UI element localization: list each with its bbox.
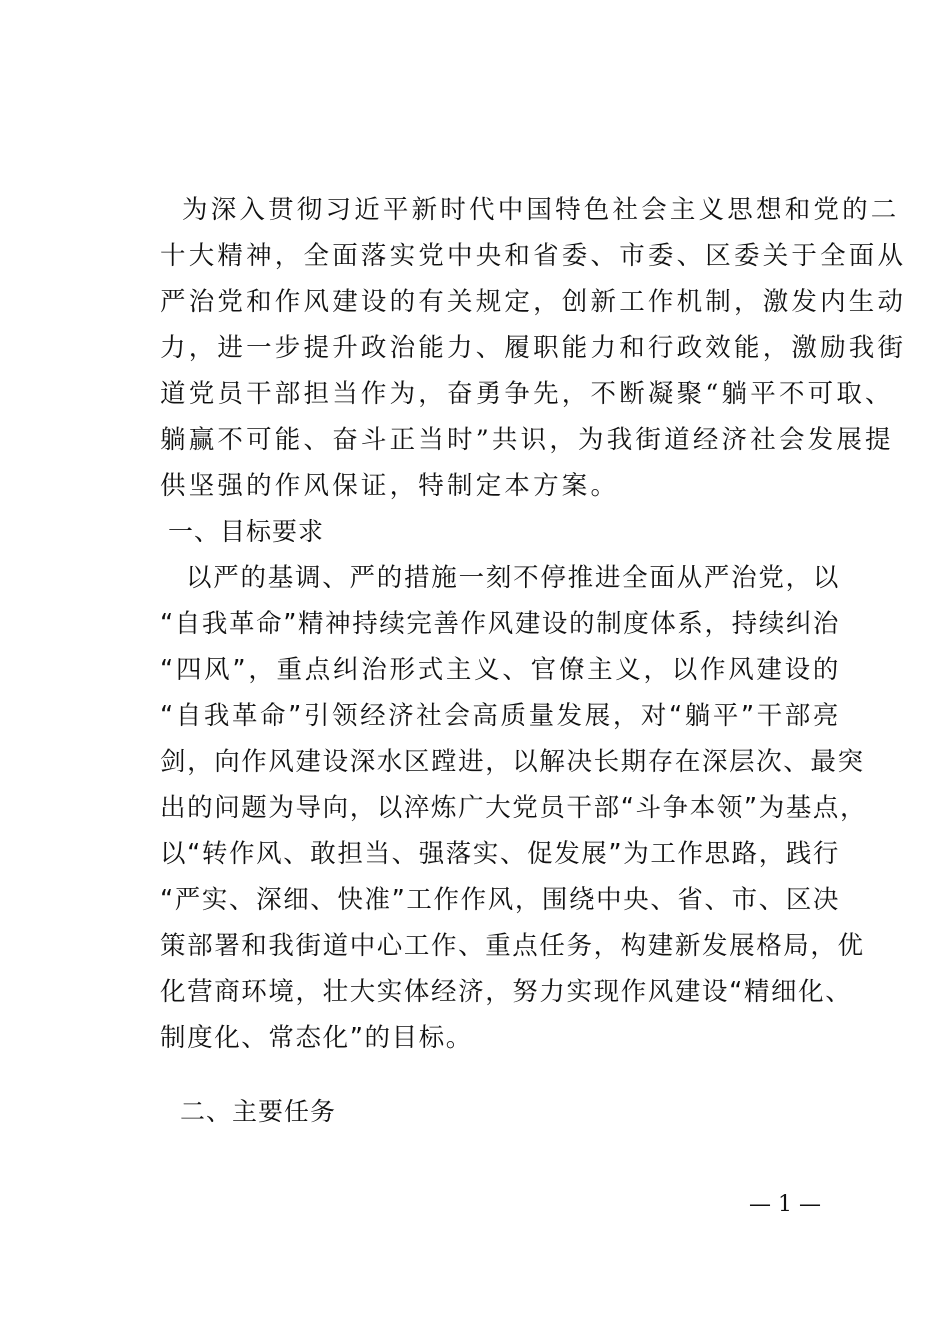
goals-line-1: 以严的基调、严的措施一刻不停推进全面从严治党，以 bbox=[186, 563, 840, 593]
section-heading-tasks: 二、主要任务 bbox=[180, 1097, 337, 1126]
goals-line-4: “自我革命”引领经济社会高质量发展，对“躺平”干部亮 bbox=[160, 701, 840, 731]
intro-line-3: 严治党和作风建设的有关规定，创新工作机制，激发内生动 bbox=[160, 287, 907, 317]
goals-line-6: 出的问题为导向，以淬炼广大党员干部“斗争本领”为基点， bbox=[160, 793, 868, 823]
page-number: — 1 — bbox=[749, 1192, 821, 1217]
intro-line-6: 躺赢不可能、奋斗正当时”共识，为我街道经济社会发展提 bbox=[160, 425, 894, 455]
goals-line-5: 剑，向作风建设深水区蹚进，以解决长期存在深层次、最突 bbox=[160, 747, 865, 777]
goals-line-11: 制度化、常态化”的目标。 bbox=[160, 1023, 473, 1053]
goals-line-2: “自我革命”精神持续完善作风建设的制度体系，持续纠治 bbox=[160, 609, 841, 639]
goals-line-9: 策部署和我街道中心工作、重点任务，构建新发展格局，优 bbox=[160, 931, 865, 961]
intro-line-4: 力，进一步提升政治能力、履职能力和行政效能，激励我街 bbox=[160, 333, 907, 363]
goals-line-8: “严实、深细、快准”工作作风，围绕中央、省、市、区决 bbox=[160, 885, 841, 915]
section-heading-goals: 一、目标要求 bbox=[168, 517, 325, 546]
goals-line-7: 以“转作风、敢担当、强落实、促发展”为工作思路，践行 bbox=[160, 839, 841, 869]
goals-line-10: 化营商环境，壮大实体经济，努力实现作风建设“精细化、 bbox=[160, 977, 853, 1007]
goals-line-3: “四风”，重点纠治形式主义、官僚主义，以作风建设的 bbox=[160, 655, 840, 685]
intro-line-5: 道党员干部担当作为，奋勇争先，不断凝聚“躺平不可取、 bbox=[160, 379, 894, 409]
intro-line-2: 十大精神，全面落实党中央和省委、市委、区委关于全面从 bbox=[160, 241, 907, 271]
intro-line-1: 为深入贯彻习近平新时代中国特色社会主义思想和党的二 bbox=[182, 195, 900, 225]
intro-line-7: 供坚强的作风保证，特制定本方案。 bbox=[160, 471, 620, 501]
